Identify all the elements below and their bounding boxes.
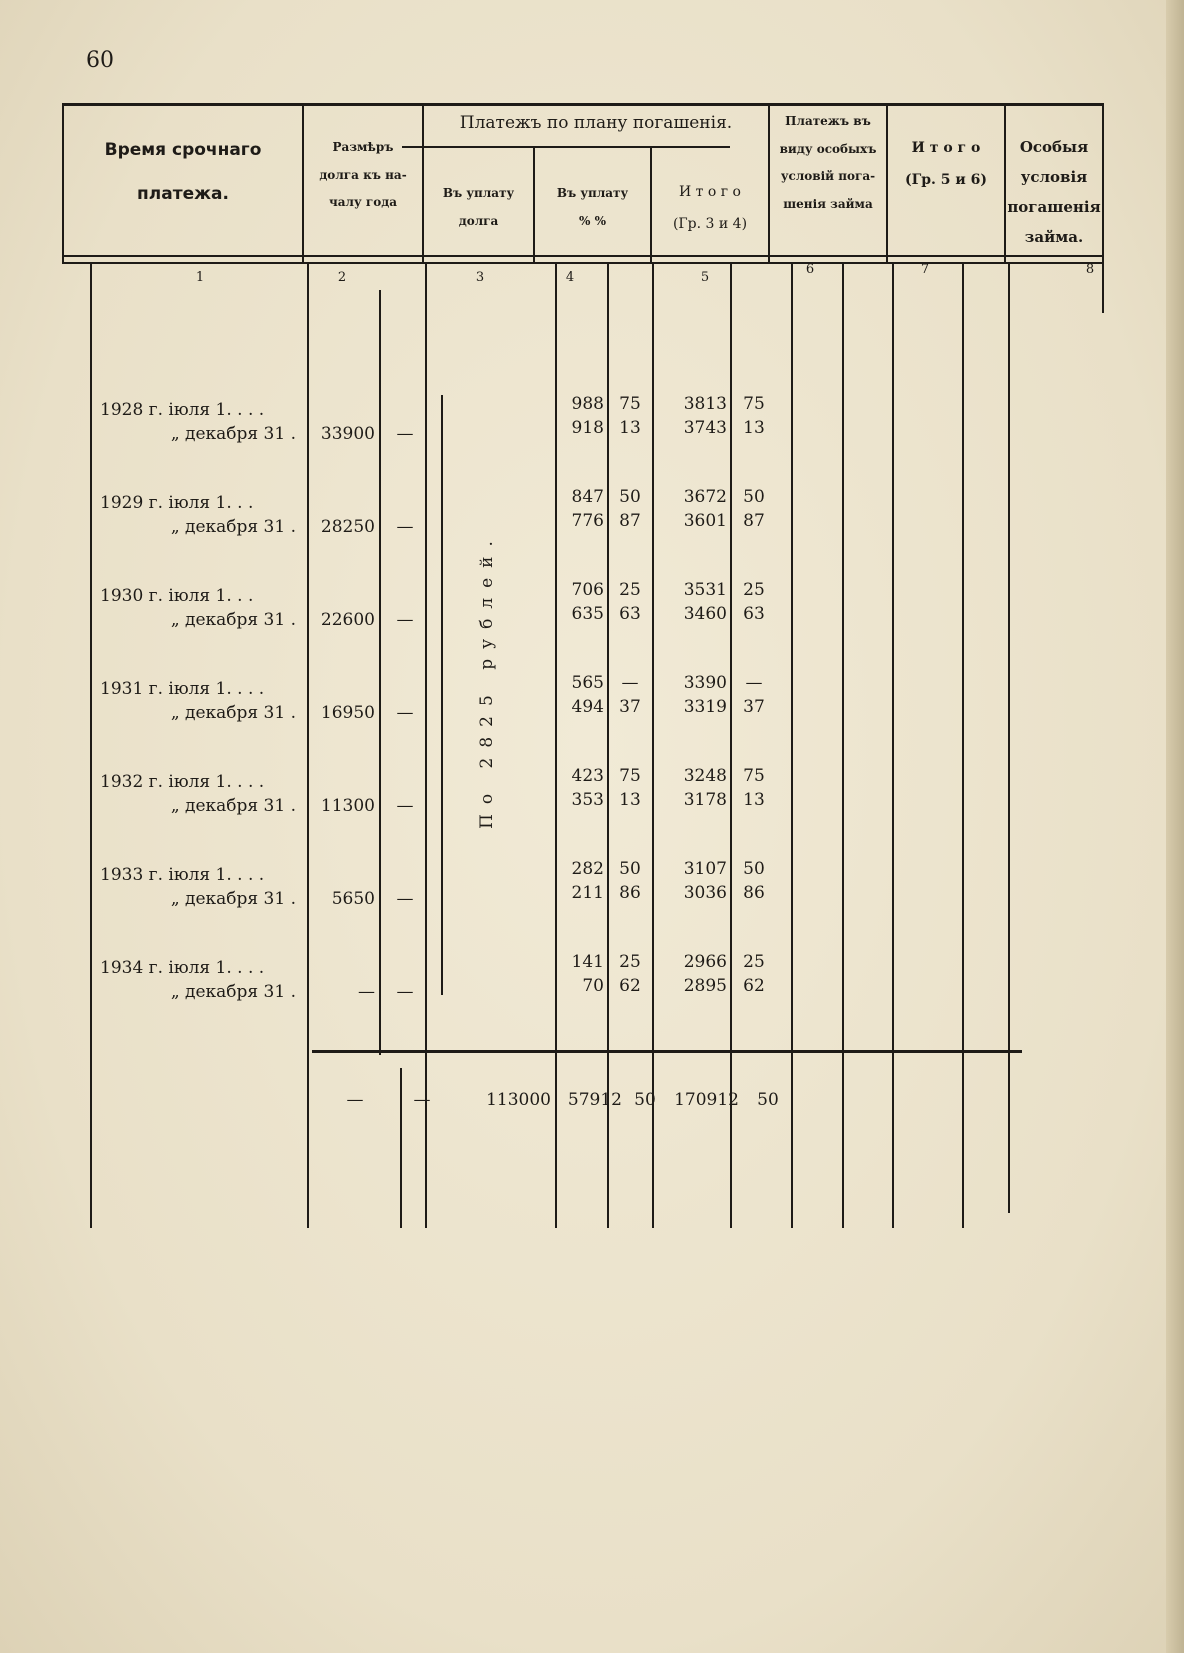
row-total: 2966 <box>683 952 727 972</box>
row-interest: 211 <box>571 883 604 903</box>
row-total-kop: 87 <box>743 511 765 531</box>
header-col6: Платежъ въ виду особыхъ условій пога- шенія займа <box>779 114 877 211</box>
row-year: 1930 г. іюля 1. . . <box>100 586 254 606</box>
row-date <box>90 677 300 725</box>
total-debt: — <box>346 1090 364 1110</box>
body-rule-7 <box>1008 263 1010 1213</box>
row-total: 3248 <box>683 766 727 786</box>
row-interest-kop: 13 <box>619 790 641 810</box>
column-number: 1 <box>195 270 205 285</box>
row-interest: 423 <box>571 766 604 786</box>
body-rule-6 <box>892 263 894 1228</box>
row-date <box>90 584 300 632</box>
row-total-kop: 13 <box>743 790 765 810</box>
row-interest-kop: — <box>621 673 639 693</box>
row-interest-kop: 37 <box>619 697 641 717</box>
row-total-kop: 62 <box>743 976 765 996</box>
column-number: 8 <box>1085 262 1095 277</box>
row-debt: — <box>358 982 375 1002</box>
row-total-kop: 63 <box>743 604 765 624</box>
row-interest-kop: 75 <box>619 394 641 414</box>
column-number: 5 <box>700 270 710 285</box>
totals-rule <box>312 1050 1022 1053</box>
body-rule-1 <box>307 263 309 1228</box>
row-total: 3036 <box>683 883 727 903</box>
row-year: 1932 г. іюля 1. . . . <box>100 772 265 792</box>
row-total: 3672 <box>683 487 727 507</box>
header-col3: Въ уплату долга <box>442 186 515 228</box>
row-total-kop: 86 <box>743 883 765 903</box>
header-rule-right <box>1102 103 1104 313</box>
header-col2: Размѣръ долга къ на- чалу года <box>319 140 407 210</box>
row-debt-kop: — <box>396 796 414 816</box>
row-year: 1929 г. іюля 1. . . <box>100 493 254 513</box>
row-debt: 22600 <box>320 610 375 630</box>
row-total-kop: 37 <box>743 697 765 717</box>
row-interest: 70 <box>582 976 604 996</box>
total-sum-kop: 50 <box>757 1090 779 1110</box>
body-rule-3 <box>555 263 557 1228</box>
page-number: 60 <box>86 48 114 73</box>
row-interest-kop: 86 <box>619 883 641 903</box>
row-total: 3601 <box>683 511 727 531</box>
total-sum: 170912 <box>674 1090 739 1110</box>
row-total: 3107 <box>683 859 727 879</box>
row-debt: 28250 <box>320 517 375 537</box>
row-interest-kop: 87 <box>619 511 641 531</box>
body-rule-kop-6 <box>842 263 844 1228</box>
row-interest-kop: 50 <box>619 859 641 879</box>
row-interest: 847 <box>571 487 604 507</box>
row-date-december: „ декабря 31 . <box>170 610 296 630</box>
row-interest-kop: 13 <box>619 418 641 438</box>
table-top-rule <box>62 103 1102 106</box>
row-interest: 918 <box>571 418 604 438</box>
row-interest-kop: 25 <box>619 580 641 600</box>
body-rule-4 <box>652 263 654 1228</box>
row-interest: 565 <box>571 673 604 693</box>
row-year: 1934 г. іюля 1. . . . <box>100 958 265 978</box>
header-col8: Особыя условія погашенія займа. <box>1007 138 1101 246</box>
row-interest: 706 <box>571 580 604 600</box>
row-date-december: „ декабря 31 . <box>170 517 296 537</box>
row-interest-kop: 50 <box>619 487 641 507</box>
row-date <box>90 770 300 818</box>
row-year: 1931 г. іюля 1. . . . <box>100 679 265 699</box>
row-year: 1928 г. іюля 1. . . . <box>100 400 265 420</box>
header-col1: Время срочнаго платежа. <box>104 140 262 205</box>
page-edge <box>1166 0 1184 1653</box>
row-total: 3743 <box>683 418 727 438</box>
body-rule-2 <box>425 263 427 1228</box>
row-total-kop: 50 <box>743 859 765 879</box>
header-col4: Въ уплату % % <box>556 186 629 228</box>
row-interest: 776 <box>571 511 604 531</box>
column-number: 2 <box>337 270 347 285</box>
row-date-december: „ декабря 31 . <box>170 703 296 723</box>
row-total-kop: 25 <box>743 580 765 600</box>
row-total: 3390 <box>683 673 727 693</box>
row-date <box>90 956 300 1004</box>
row-total-kop: — <box>745 673 763 693</box>
row-debt-kop: — <box>396 703 414 723</box>
row-total: 3319 <box>683 697 727 717</box>
column-number: 4 <box>565 270 575 285</box>
body-rule-kop-4 <box>607 263 609 1228</box>
row-total-kop: 50 <box>743 487 765 507</box>
header-col7: И т о г о (Гр. 5 и 6) <box>904 140 988 189</box>
row-total-kop: 25 <box>743 952 765 972</box>
header-bottom-rule <box>62 255 1102 257</box>
total-principal: 113000 <box>486 1090 551 1110</box>
row-debt-kop: — <box>396 424 414 444</box>
row-date-december: „ декабря 31 . <box>170 796 296 816</box>
row-date-december: „ декабря 31 . <box>170 982 296 1002</box>
column-number: 3 <box>475 270 485 285</box>
row-date <box>90 398 300 446</box>
body-rule-5 <box>791 263 793 1228</box>
row-debt: 16950 <box>320 703 375 723</box>
row-debt: 5650 <box>331 889 375 909</box>
row-total: 3813 <box>683 394 727 414</box>
row-date-december: „ декабря 31 . <box>170 424 296 444</box>
row-interest: 494 <box>571 697 604 717</box>
row-debt-kop: — <box>396 610 414 630</box>
row-interest-kop: 62 <box>619 976 641 996</box>
row-interest-kop: 75 <box>619 766 641 786</box>
row-debt-kop: — <box>396 517 414 537</box>
column-number: 7 <box>920 262 930 277</box>
total-debt-kop: — <box>413 1090 431 1110</box>
total-interest-kop: 50 <box>634 1090 656 1110</box>
row-interest-kop: 63 <box>619 604 641 624</box>
header-col5: И т о г о (Гр. 3 и 4) <box>672 184 748 233</box>
row-date <box>90 491 300 539</box>
row-interest-kop: 25 <box>619 952 641 972</box>
column-number: 6 <box>805 262 815 277</box>
row-total-kop: 75 <box>743 766 765 786</box>
row-total-kop: 75 <box>743 394 765 414</box>
body-rule-kop-5 <box>730 263 732 1228</box>
row-interest: 635 <box>571 604 604 624</box>
row-year: 1933 г. іюля 1. . . . <box>100 865 265 885</box>
row-date <box>90 863 300 911</box>
header-bottom-rule-2 <box>62 262 1102 264</box>
body-rule-bracket <box>441 395 443 995</box>
row-debt: 11300 <box>320 796 375 816</box>
row-total: 3460 <box>683 604 727 624</box>
row-date-december: „ декабря 31 . <box>170 889 296 909</box>
body-rule-kop-2 <box>379 290 381 1055</box>
row-total: 3531 <box>683 580 727 600</box>
header-plan-group: Платежъ по плану погашенія. <box>459 113 733 133</box>
row-interest: 141 <box>571 952 604 972</box>
row-interest: 353 <box>571 790 604 810</box>
body-rule-kop-7 <box>962 263 964 1228</box>
plan-group-rule <box>402 146 730 148</box>
row-debt-kop: — <box>396 889 414 909</box>
row-debt: 33900 <box>320 424 375 444</box>
row-total-kop: 13 <box>743 418 765 438</box>
row-debt-kop: — <box>396 982 414 1002</box>
total-interest: 57912 <box>567 1090 622 1110</box>
row-total: 2895 <box>683 976 727 996</box>
row-interest: 988 <box>571 394 604 414</box>
row-interest: 282 <box>571 859 604 879</box>
annual-debt-payment: По 2825 рублей. <box>477 531 497 829</box>
row-total: 3178 <box>683 790 727 810</box>
